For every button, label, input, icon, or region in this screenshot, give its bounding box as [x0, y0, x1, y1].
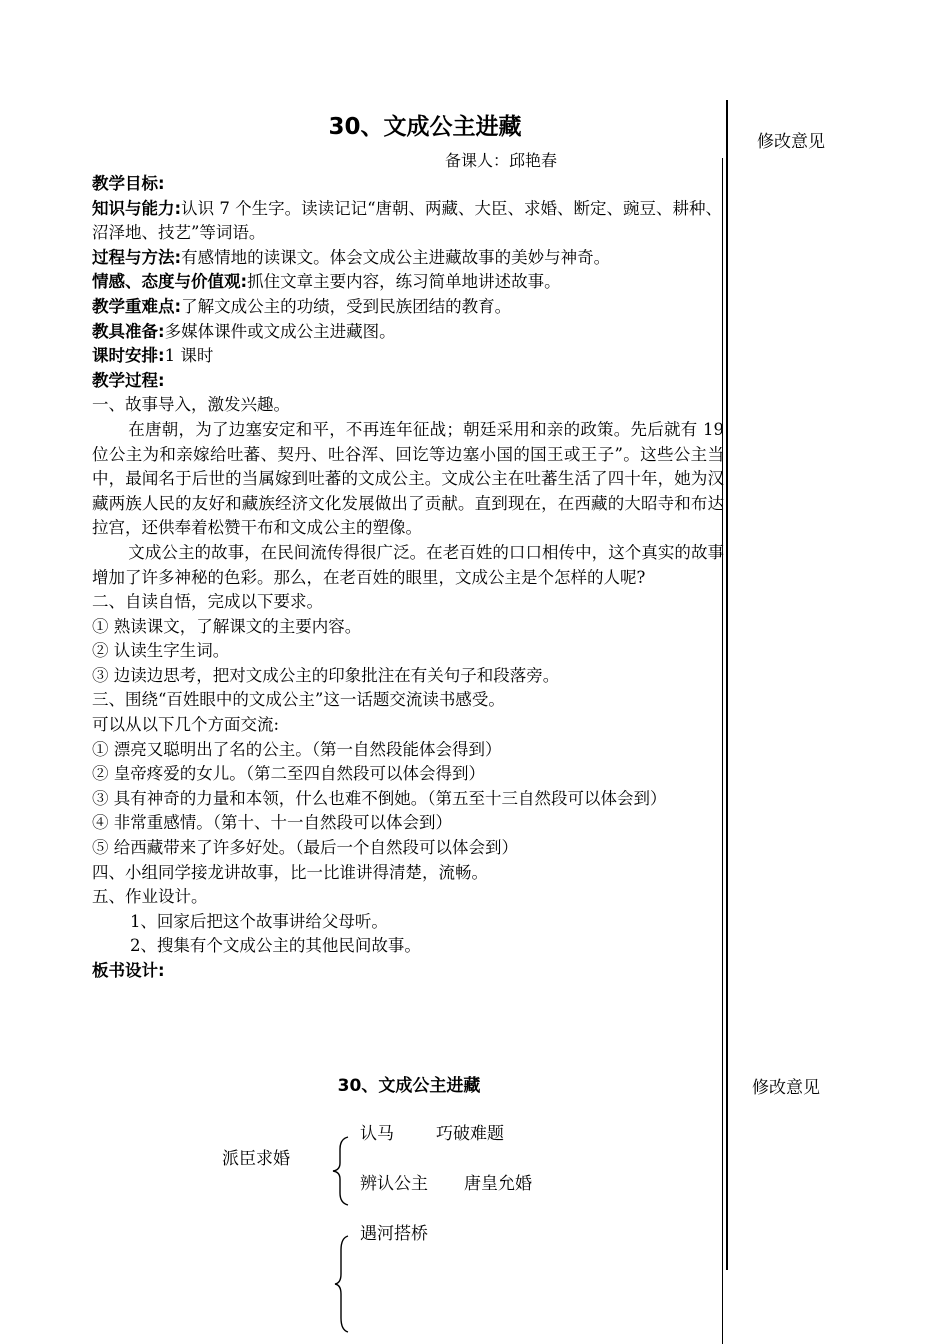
process-text: 有感情地的读课文。体会文成公主进藏故事的美妙与神奇。: [181, 247, 611, 267]
homework-item: 1、回家后把这个故事讲给父母听。: [129, 911, 388, 931]
step-4: 四、小组同学接龙讲故事，比一比谁讲得清楚，流畅。: [92, 862, 488, 882]
schedule-text: 1 课时: [164, 346, 214, 366]
emotion-line: [92, 270, 724, 295]
process-label: 过程与方法:: [92, 247, 182, 267]
revision-note-bottom: 修改意见: [752, 1078, 820, 1098]
left-brace-1: [330, 1135, 352, 1207]
board-heading: 板书设计:: [92, 961, 165, 980]
paragraph-2: 文成公主的故事，在民间流传得很广泛。在老百姓的口口相传中，这个真实的故事增加了许多神秘的色彩。那么，在老百姓的眼里，文成公主是个怎样的人呢?: [92, 542, 724, 587]
keypoints-line: [92, 295, 724, 320]
emotion-text: 抓住文章主要内容，练习简单地讲述故事。: [247, 272, 561, 292]
step-5: 五、作业设计。: [92, 887, 208, 907]
paragraph-1: 在唐朝，为了边塞安定和平，不再连年征战；朝廷采用和亲的政策。先后就有 19 位公主为和亲嫁给吐蕃、契丹、吐谷浑、回讫等边塞小国的国王或王子”。这些公主当中，最闻名于后世的当属嫁到吐蕃的文成公主。文成公主在吐蕃生活了四十年，她为汉藏两族人民的友好和藏族经济文化发展做出了贡献。直到现在，在西藏的大昭寺和布达拉宫，还供奉着松赞干布和文成公主的塑像。: [92, 419, 724, 538]
process-line: [92, 246, 724, 271]
step2-item: ① 熟读课文，了解课文的主要内容。: [92, 616, 362, 636]
lesson-body: [92, 172, 724, 984]
procedure-heading: 教学过程:: [92, 370, 165, 390]
page-title: 30、文成公主进藏: [328, 114, 522, 140]
board-row2-a: 辨认公主: [360, 1174, 428, 1194]
step2-item: ② 认读生字生词。: [92, 641, 230, 661]
tools-line: [92, 320, 724, 345]
emotion-label: 情感、态度与价值观:: [92, 272, 248, 292]
board-group-label: 派臣求婚: [222, 1149, 290, 1169]
schedule-line: [92, 344, 724, 369]
revision-note-top: 修改意见: [757, 132, 825, 152]
objectives-heading: 教学目标:: [92, 174, 165, 193]
preparer-line: 备课人：邱艳春: [445, 151, 558, 170]
knowledge-text: 认识 7 个生字。读读记记“唐朝、两藏、大臣、求婚、断定、豌豆、耕种、沼泽地、技艺”等词语。: [92, 198, 723, 243]
board-row1-b: 巧破难题: [436, 1124, 504, 1144]
step3-item: ④ 非常重感情。（第十、十一自然段可以体会到）: [92, 813, 452, 833]
knowledge-label: 知识与能力:: [92, 198, 182, 218]
tools-label: 教具准备:: [92, 321, 165, 341]
step-1: 一、故事导入，激发兴趣。: [92, 395, 290, 415]
step3-intro: 可以从以下几个方面交流:: [92, 715, 280, 735]
keypoints-text: 了解文成公主的功绩，受到民族团结的教育。: [181, 296, 512, 316]
board-title: 30、文成公主进藏: [337, 1076, 481, 1096]
board-row1-a: 认马: [360, 1124, 394, 1144]
board-row3-a: 遇河搭桥: [360, 1224, 428, 1244]
board-row2-b: 唐皇允婚: [464, 1174, 532, 1194]
keypoints-label: 教学重难点:: [92, 296, 182, 316]
left-brace-2: [332, 1234, 352, 1334]
step-3: 三、围绕“百姓眼中的文成公主”这一话题交流读书感受。: [92, 690, 505, 710]
tools-text: 多媒体课件或文成公主进藏图。: [164, 321, 396, 341]
knowledge-line: [92, 197, 724, 246]
step3-item: ⑤ 给西藏带来了许多好处。（最后一个自然段可以体会到）: [92, 838, 518, 858]
homework-item: 2、搜集有个文成公主的其他民间故事。: [129, 936, 421, 956]
step-2: 二、自读自悟，完成以下要求。: [92, 592, 323, 612]
step2-item: ③ 边读边思考，把对文成公主的印象批注在有关句子和段落旁。: [92, 665, 560, 685]
schedule-label: 课时安排:: [92, 346, 165, 366]
step3-item: ① 漂亮又聪明出了名的公主。（第一自然段能体会得到）: [92, 739, 502, 759]
step3-item: ② 皇帝疼爱的女儿。（第二至四自然段可以体会得到）: [92, 764, 485, 784]
step3-item: ③ 具有神奇的力量和本领，什么也难不倒她。（第五至十三自然段可以体会到）: [92, 788, 667, 808]
